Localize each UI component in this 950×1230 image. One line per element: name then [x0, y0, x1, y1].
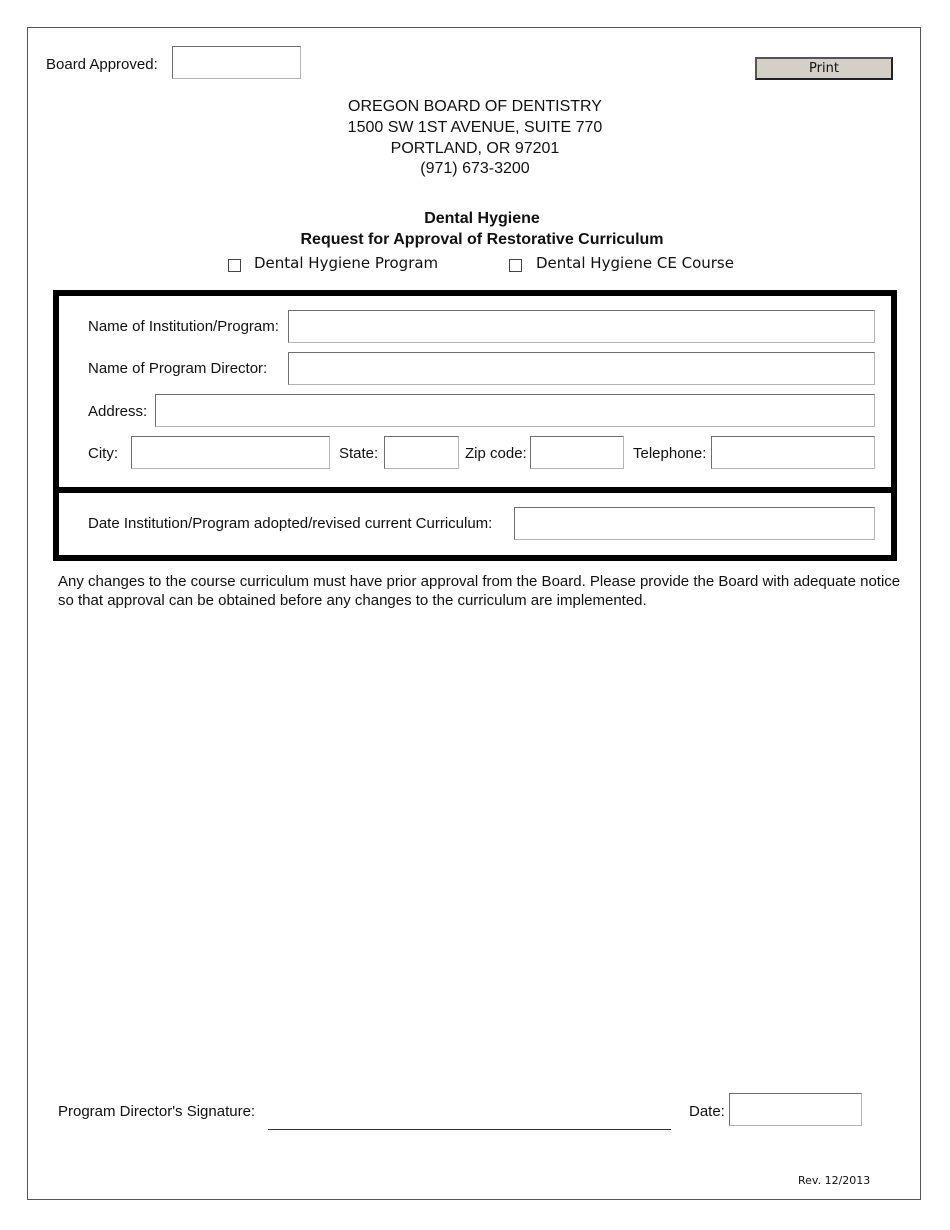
director-field[interactable] — [288, 352, 875, 385]
board-approved-field[interactable] — [172, 46, 301, 79]
address-field[interactable] — [155, 394, 875, 427]
signature-line[interactable] — [268, 1129, 671, 1130]
form-subtitle: Request for Approval of Restorative Curriculum — [300, 231, 664, 248]
print-button[interactable]: Print — [755, 57, 893, 80]
institution-field[interactable] — [288, 310, 875, 343]
institution-label: Name of Institution/Program: — [88, 318, 279, 335]
date-adopted-label: Date Institution/Program adopted/revised current Curriculum: — [88, 515, 493, 532]
org-phone: (971) 673-3200 — [420, 160, 530, 177]
program-checkbox[interactable] — [228, 259, 241, 272]
form-title: Dental Hygiene — [424, 210, 540, 227]
telephone-label: Telephone: — [633, 445, 707, 462]
form-page — [27, 27, 921, 1200]
state-label: State: — [339, 445, 379, 462]
state-field[interactable] — [384, 436, 459, 469]
date-field[interactable] — [729, 1093, 862, 1126]
signature-label: Program Director's Signature: — [58, 1103, 256, 1120]
ce-course-checkbox[interactable] — [509, 259, 522, 272]
telephone-field[interactable] — [711, 436, 875, 469]
notice-text: Any changes to the course curriculum must have prior approval from the Board. Please provide the Board with adequate notice so that approval can be obtained before any changes to the curriculum are implemented. — [58, 573, 901, 609]
zip-field[interactable] — [530, 436, 624, 469]
org-name: OREGON BOARD OF DENTISTRY — [348, 98, 602, 115]
program-checkbox-label: Dental Hygiene Program — [254, 254, 439, 272]
zip-label: Zip code: — [465, 445, 527, 462]
ce-course-checkbox-label: Dental Hygiene CE Course — [536, 254, 734, 272]
address-label: Address: — [88, 403, 148, 420]
city-label: City: — [88, 445, 118, 462]
org-street: 1500 SW 1ST AVENUE, SUITE 770 — [347, 119, 603, 136]
org-city: PORTLAND, OR 97201 — [390, 140, 560, 157]
revision-label: Rev. 12/2013 — [798, 1174, 871, 1187]
board-approved-label: Board Approved: — [46, 56, 158, 73]
city-field[interactable] — [131, 436, 330, 469]
director-label: Name of Program Director: — [88, 360, 268, 377]
date-adopted-field[interactable] — [514, 507, 875, 540]
date-label: Date: — [689, 1103, 725, 1120]
